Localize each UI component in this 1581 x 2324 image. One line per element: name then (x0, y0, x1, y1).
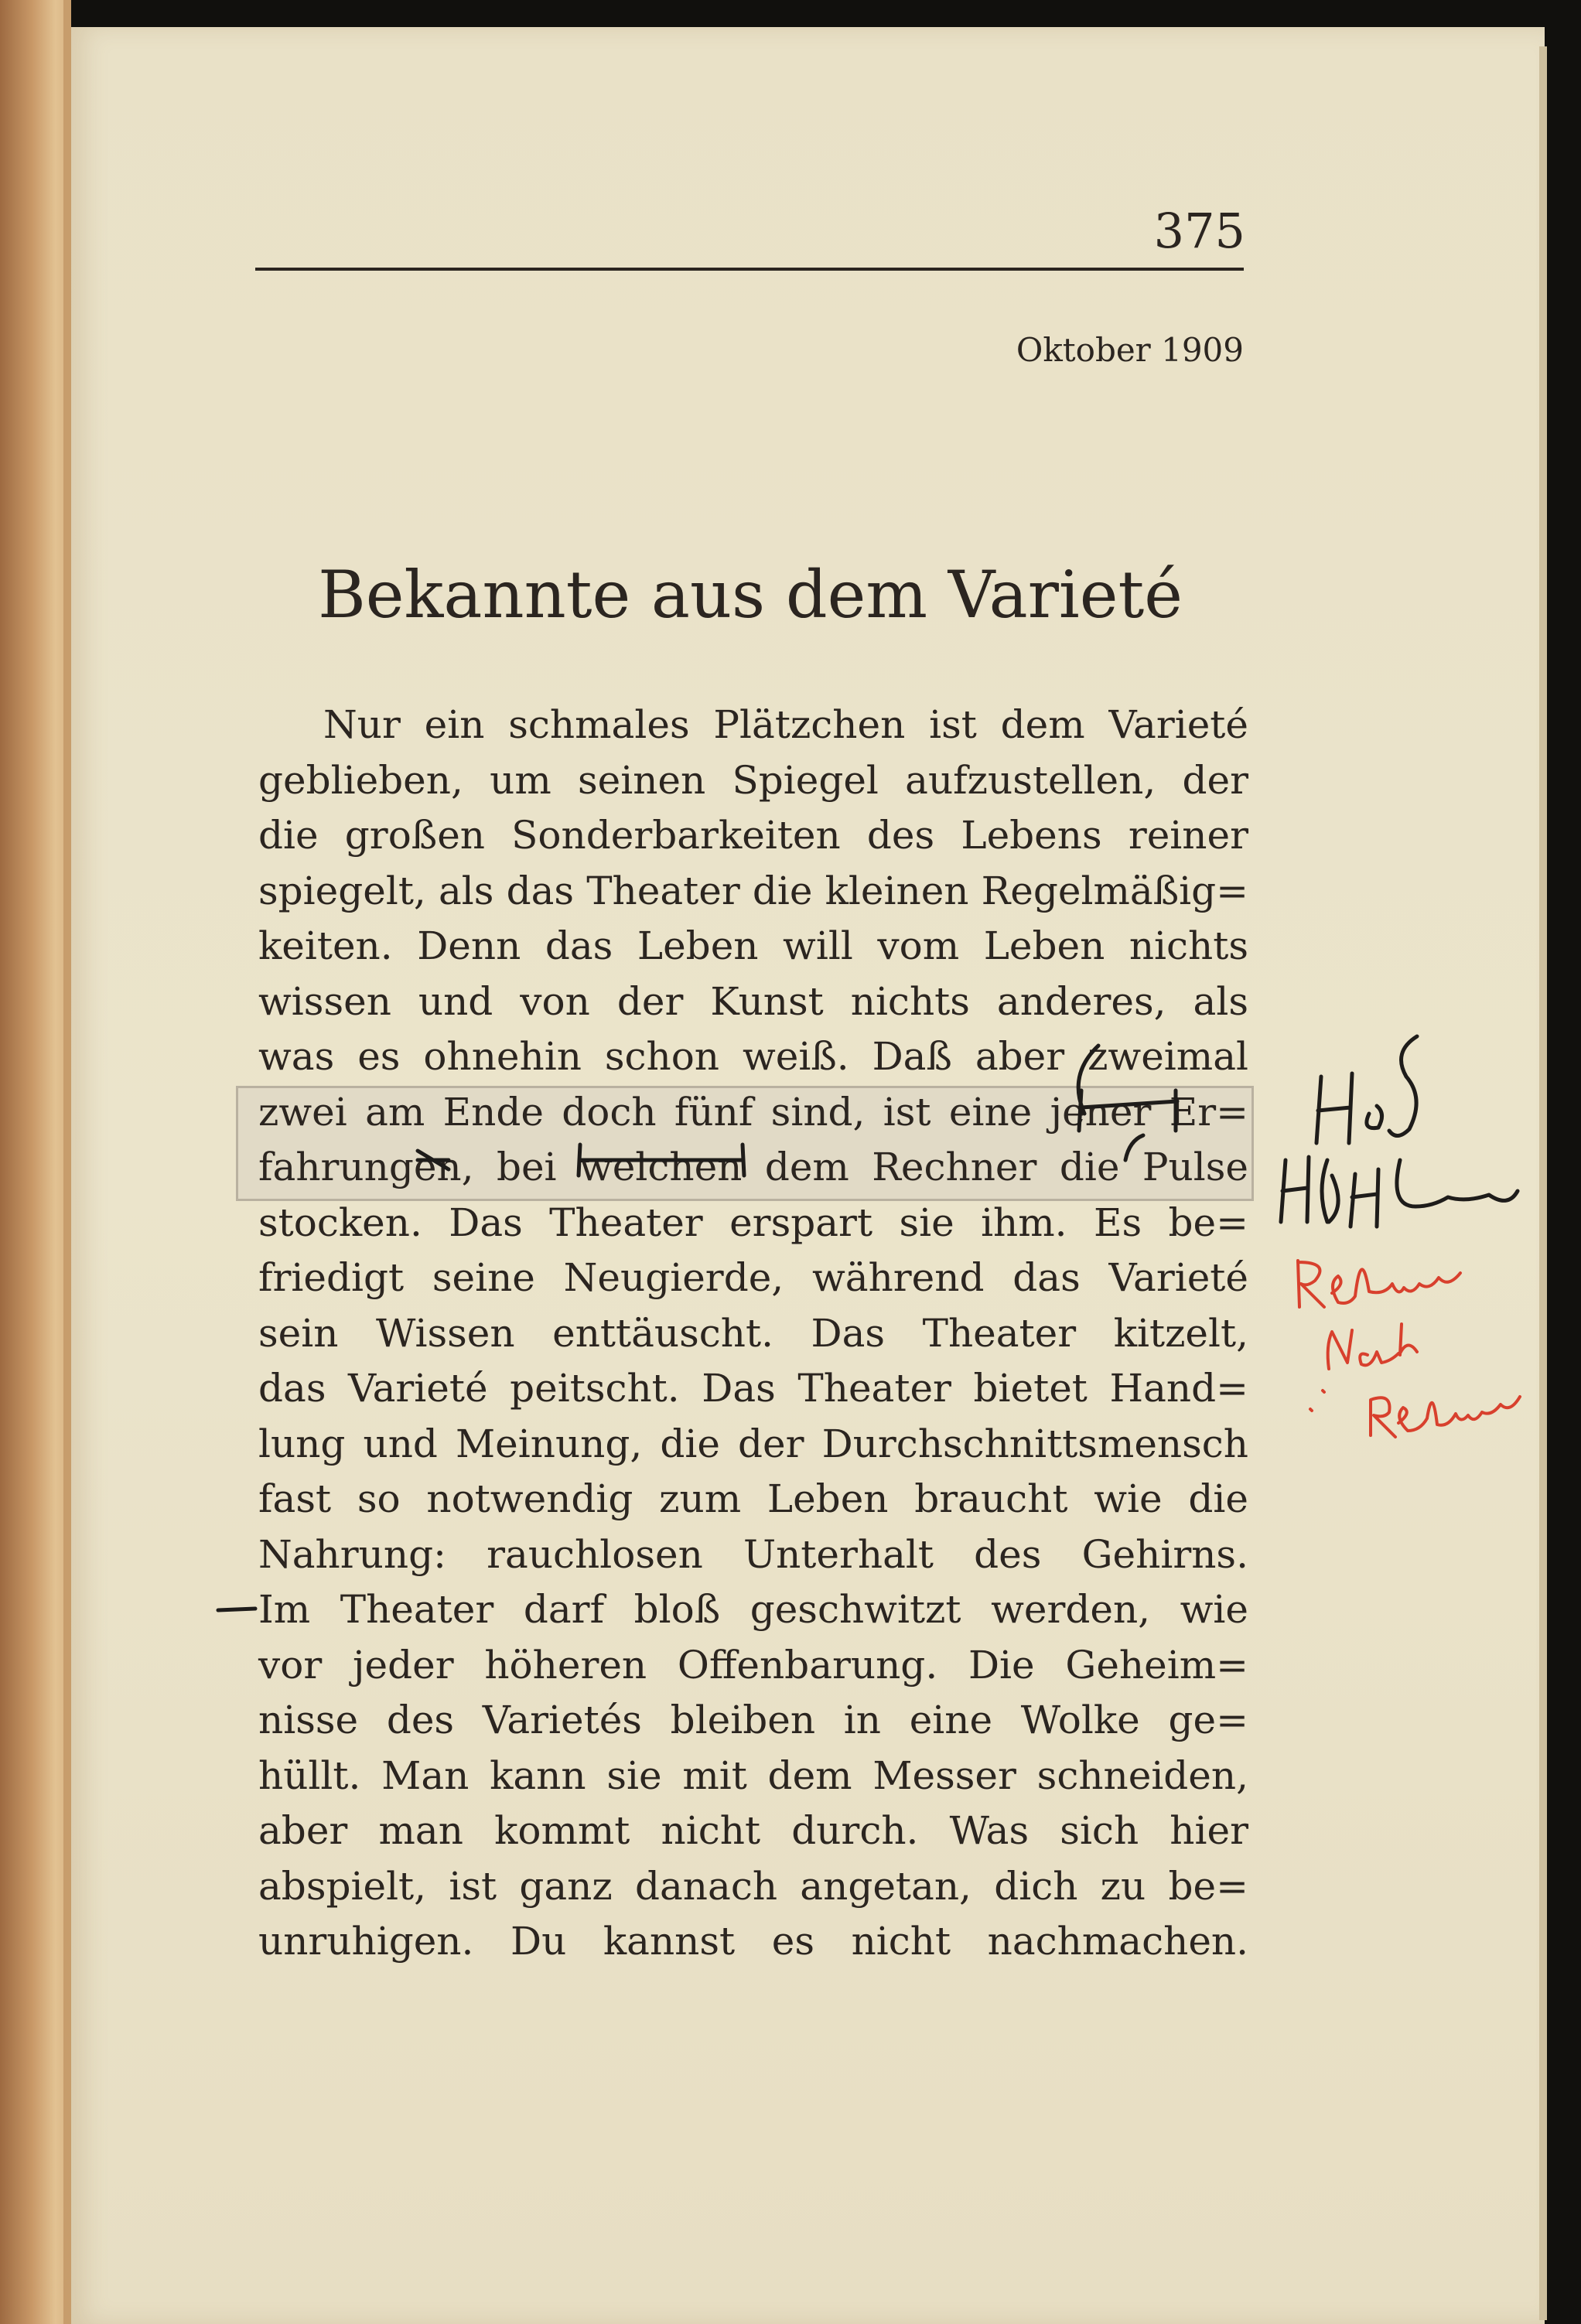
text-line: zwei am Ende doch fünf sind, ist eine jener Er= (258, 1089, 1248, 1135)
page-date: Oktober 1909 (1016, 331, 1244, 369)
text-line: nisse des Varietés bleiben in eine Wolke ge= (258, 1698, 1248, 1742)
text-line: spiegelt, als das Theater die kleinen Regelmäßig= (258, 868, 1248, 913)
page-title: Bekannte aus dem Varieté (318, 557, 1183, 633)
previous-page-fold (63, 0, 71, 2324)
header-rule (255, 268, 1244, 271)
text-line: was es ohnehin schon weiß. Daß aber zweimal (258, 1034, 1248, 1079)
text-line: keiten. Denn das Leben will vom Leben nichts (258, 923, 1248, 968)
text-line: friedigt seine Neugierde, während das Varieté (258, 1255, 1248, 1300)
text-line: stocken. Das Theater erspart sie ihm. Es be= (258, 1200, 1248, 1245)
page-number: 375 (1153, 203, 1245, 259)
text-line: Nur ein schmales Plätzchen ist dem Varieté (323, 702, 1248, 747)
text-line: wissen und von der Kunst nichts anderes, als (258, 978, 1248, 1024)
text-line: Im Theater darf bloß geschwitzt werden, wie (258, 1587, 1248, 1632)
text-line: lung und Meinung, die der Durchschnittsmensch (258, 1421, 1248, 1466)
text-line: die großen Sonderbarkeiten des Lebens reiner (258, 813, 1248, 858)
text-line: das Varieté peitscht. Das Theater bietet Hand= (258, 1366, 1248, 1411)
text-line: aber man kommt nicht durch. Was sich hier (258, 1808, 1248, 1853)
text-line: fahrungen, bei welchen dem Rechner die Pulse (258, 1145, 1248, 1189)
body-text (258, 698, 1248, 1970)
text-line: sein Wissen enttäuscht. Das Theater kitzelt, (258, 1310, 1248, 1356)
text-line: abspielt, ist ganz danach angetan, dich zu be= (258, 1863, 1248, 1909)
page-right-edge (1539, 46, 1547, 2320)
text-line: unruhigen. Du kannst es nicht nachmachen. (258, 1919, 1248, 1964)
previous-page-edge (0, 0, 71, 2324)
text-line: Nahrung: rauchlosen Unterhalt des Gehirns. (258, 1531, 1248, 1577)
text-line: vor jeder höheren Offenbarung. Die Geheim= (258, 1642, 1248, 1688)
text-line: fast so notwendig zum Leben braucht wie die (258, 1476, 1248, 1521)
text-line: geblieben, um seinen Spiegel aufzustellen, der (258, 757, 1248, 803)
text-line: hüllt. Man kann sie mit dem Messer schneiden, (258, 1752, 1248, 1798)
